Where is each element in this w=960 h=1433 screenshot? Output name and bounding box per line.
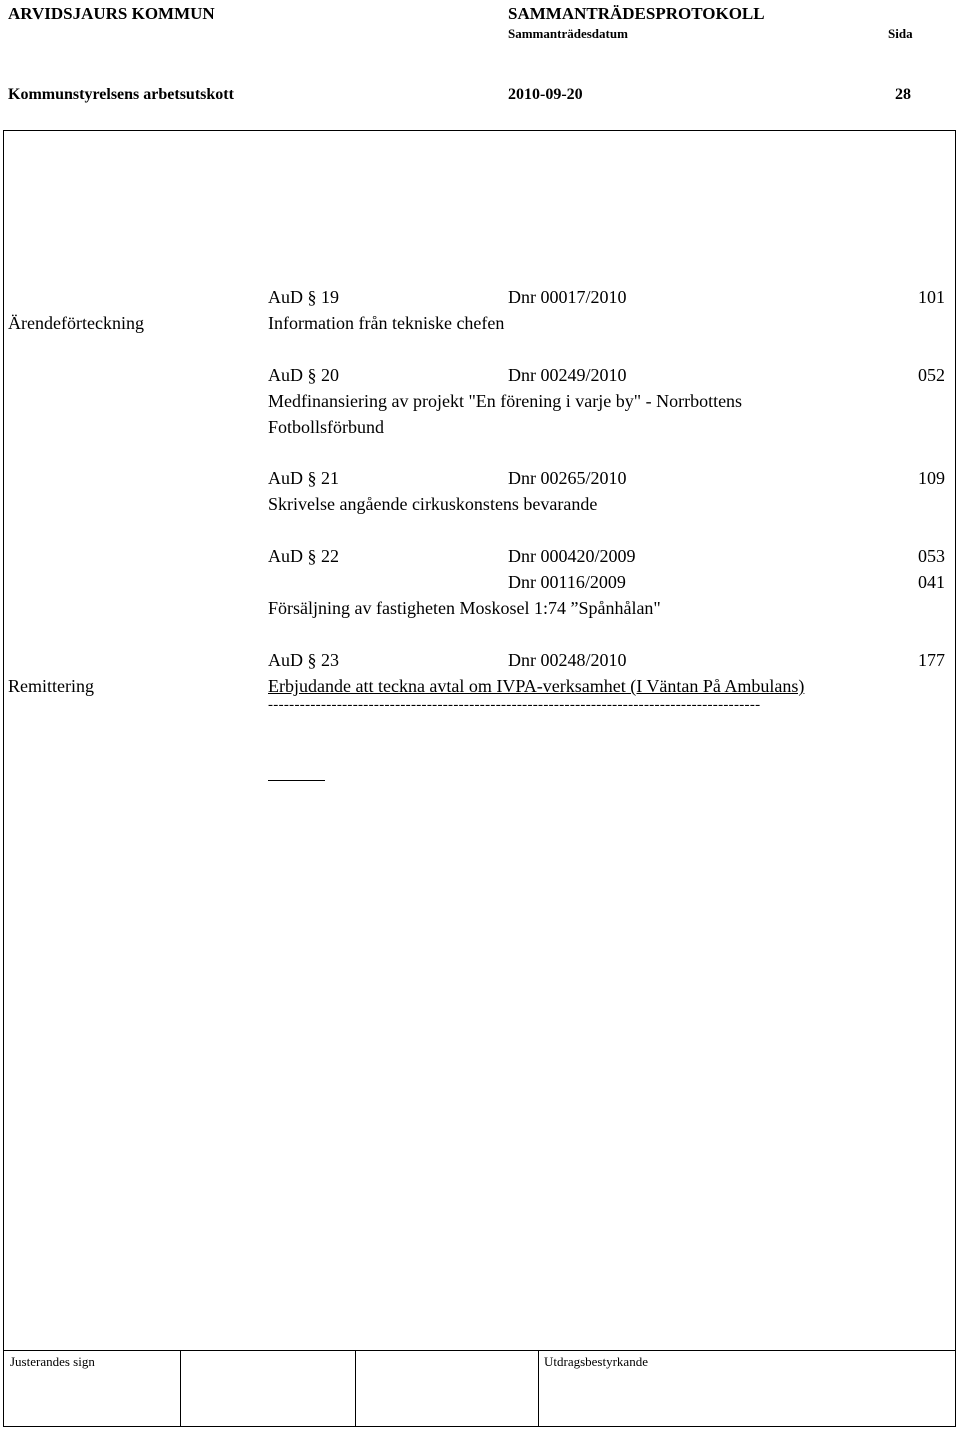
meeting-date-label: Sammanträdesdatum — [508, 26, 628, 41]
footer-divider — [3, 1350, 956, 1351]
footer-justerandes-sign: Justerandes sign — [10, 1354, 95, 1369]
item-code: 177 — [918, 650, 945, 670]
short-rule — [268, 780, 325, 781]
item-dnr: Dnr 000420/2009 — [508, 546, 636, 566]
item-dnr: Dnr 00248/2010 — [508, 650, 627, 670]
item-paragraph: AuD § 22 — [268, 546, 339, 566]
item-paragraph: AuD § 20 — [268, 365, 339, 385]
item-title: Erbjudande att teckna avtal om IVPA-verksamhet (I Väntan På Ambulans) — [268, 676, 805, 696]
page-number: 28 — [895, 86, 911, 103]
item-code: 052 — [918, 365, 945, 385]
meeting-date: 2010-09-20 — [508, 86, 583, 103]
committee-name: Kommunstyrelsens arbetsutskott — [8, 86, 234, 103]
footer-utdragsbestyrkande: Utdragsbestyrkande — [544, 1354, 648, 1369]
label-arendeforteckning: Ärendeförteckning — [8, 313, 144, 333]
item-code: 101 — [918, 287, 945, 307]
item-dnr: Dnr 00249/2010 — [508, 365, 627, 385]
item-title: Försäljning av fastigheten Moskosel 1:74 ”Spånhålan" — [268, 598, 661, 618]
item-paragraph: AuD § 21 — [268, 468, 339, 488]
item-title: Information från tekniske chefen — [268, 313, 505, 333]
footer-column-divider — [355, 1350, 356, 1427]
item-title: Skrivelse angående cirkuskonstens bevarande — [268, 494, 598, 514]
municipality-name: ARVIDSJAURS KOMMUN — [8, 4, 215, 23]
footer-column-divider — [538, 1350, 539, 1427]
label-remittering: Remittering — [8, 676, 94, 696]
item-code: 053 — [918, 546, 945, 566]
document-type: SAMMANTRÄDESPROTOKOLL — [508, 4, 765, 23]
page-label: Sida — [888, 26, 913, 41]
item-code-secondary: 041 — [918, 572, 945, 592]
item-code: 109 — [918, 468, 945, 488]
item-dnr: Dnr 00017/2010 — [508, 287, 627, 307]
item-paragraph: AuD § 23 — [268, 650, 339, 670]
item-dnr-secondary: Dnr 00116/2009 — [508, 572, 626, 592]
item-title-continued: Fotbollsförbund — [268, 417, 385, 437]
footer-column-divider — [180, 1350, 181, 1427]
item-title: Medfinansiering av projekt "En förening i varje by" - Norrbottens — [268, 391, 743, 411]
item-paragraph: AuD § 19 — [268, 287, 339, 307]
item-dnr: Dnr 00265/2010 — [508, 468, 627, 488]
dashed-separator: --------------------------------------------------------------------------------------------- — [268, 697, 761, 713]
